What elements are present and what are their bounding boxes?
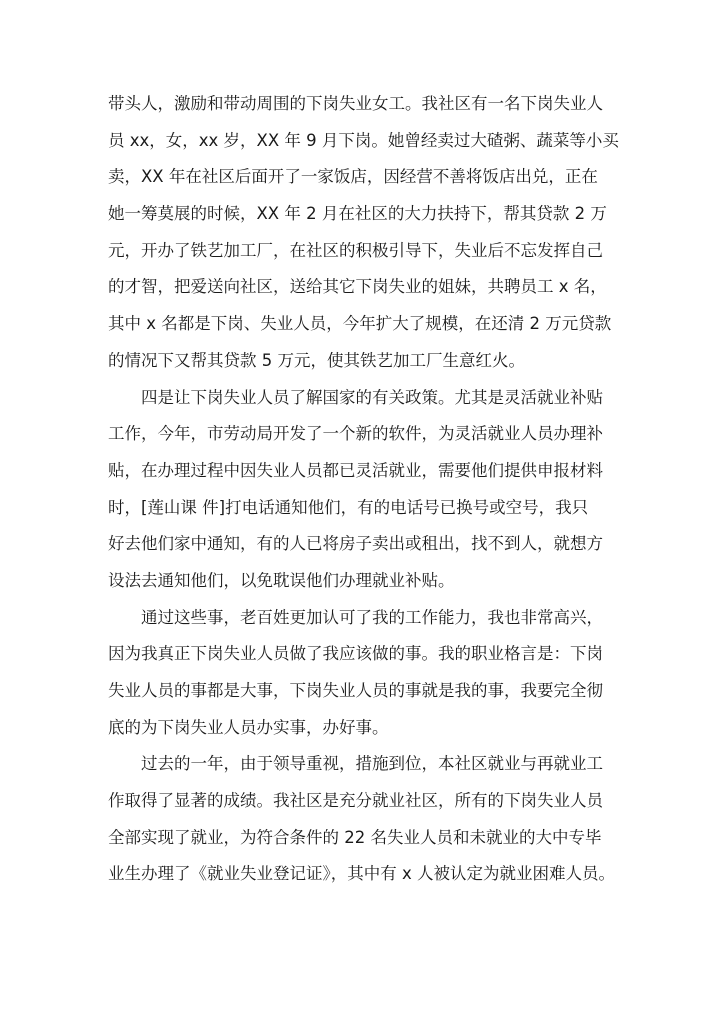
text-line: 员 xx，女，xx 岁，XX 年 9 月下岗。她曾经卖过大碴粥、蔬菜等小买 [108,130,619,150]
text-line: 贴，在办理过程中因失业人员都已灵活就业，需要他们提供申报材料 [108,460,603,480]
text-line: 的情况下又帮其贷款 5 万元，使其铁艺加工厂生意红火。 [108,350,525,370]
text-line: 失业人员的事都是大事，下岗失业人员的事就是我的事，我要完全彻 [108,681,603,700]
text-line: 带头人，激励和带动周围的下岗失业女工。我社区有一名下岗失业人 [108,94,603,113]
paragraph-first-line: 通过这些事，老百姓更加认可了我的工作能力，我也非常高兴， [141,607,603,627]
text-line: 卖，XX 年在社区后面开了一家饭店，因经营不善将饭店出兑，正在 [108,167,598,187]
text-line: 全部实现了就业，为符合条件的 22 名失业人员和未就业的大中专毕 [108,827,602,847]
text-line: 的才智，把爱送向社区，送给其它下岗失业的姐妹，共聘员工 x 名， [108,277,607,297]
text-line: 作取得了显著的成绩。我社区是充分就业社区，所有的下岗失业人员 [108,791,603,811]
text-line: 元，开办了铁艺加工厂，在社区的积极引导下，失业后不忘发挥自己 [108,240,603,260]
text-line: 她一筹莫展的时候，XX 年 2 月在社区的大力扶持下，帮其贷款 2 万 [108,204,607,224]
text-line: 设法去通知他们，以免耽误他们办理就业补贴。 [108,570,455,590]
text-line: 时，[莲山课 件]打电话通知他们，有的电话号已换号或空号，我只 [108,497,589,517]
text-line: 底的为下岗失业人员办实事，办好事。 [108,717,389,737]
paragraph-first-line: 过去的一年，由于领导重视，措施到位，本社区就业与再就业工 [141,754,603,774]
text-line: 好去他们家中通知，有的人已将房子卖出或租出，找不到人，就想方 [108,534,603,554]
text-line: 工作，今年，市劳动局开发了一个新的软件，为灵活就业人员办理补 [108,424,603,444]
text-line: 其中 x 名都是下岗、失业人员，今年扩大了规模，在还清 2 万元贷款 [108,314,612,334]
paragraph-first-line: 四是让下岗失业人员了解国家的有关政策。尤其是灵活就业补贴 [141,387,603,407]
text-line: 因为我真正下岗失业人员做了我应该做的事。我的职业格言是：下岗 [108,644,603,664]
document-body [108,86,628,893]
text-line: 业生办理了《就业失业登记证》，其中有 x 人被认定为就业困难人员。 [108,864,616,884]
